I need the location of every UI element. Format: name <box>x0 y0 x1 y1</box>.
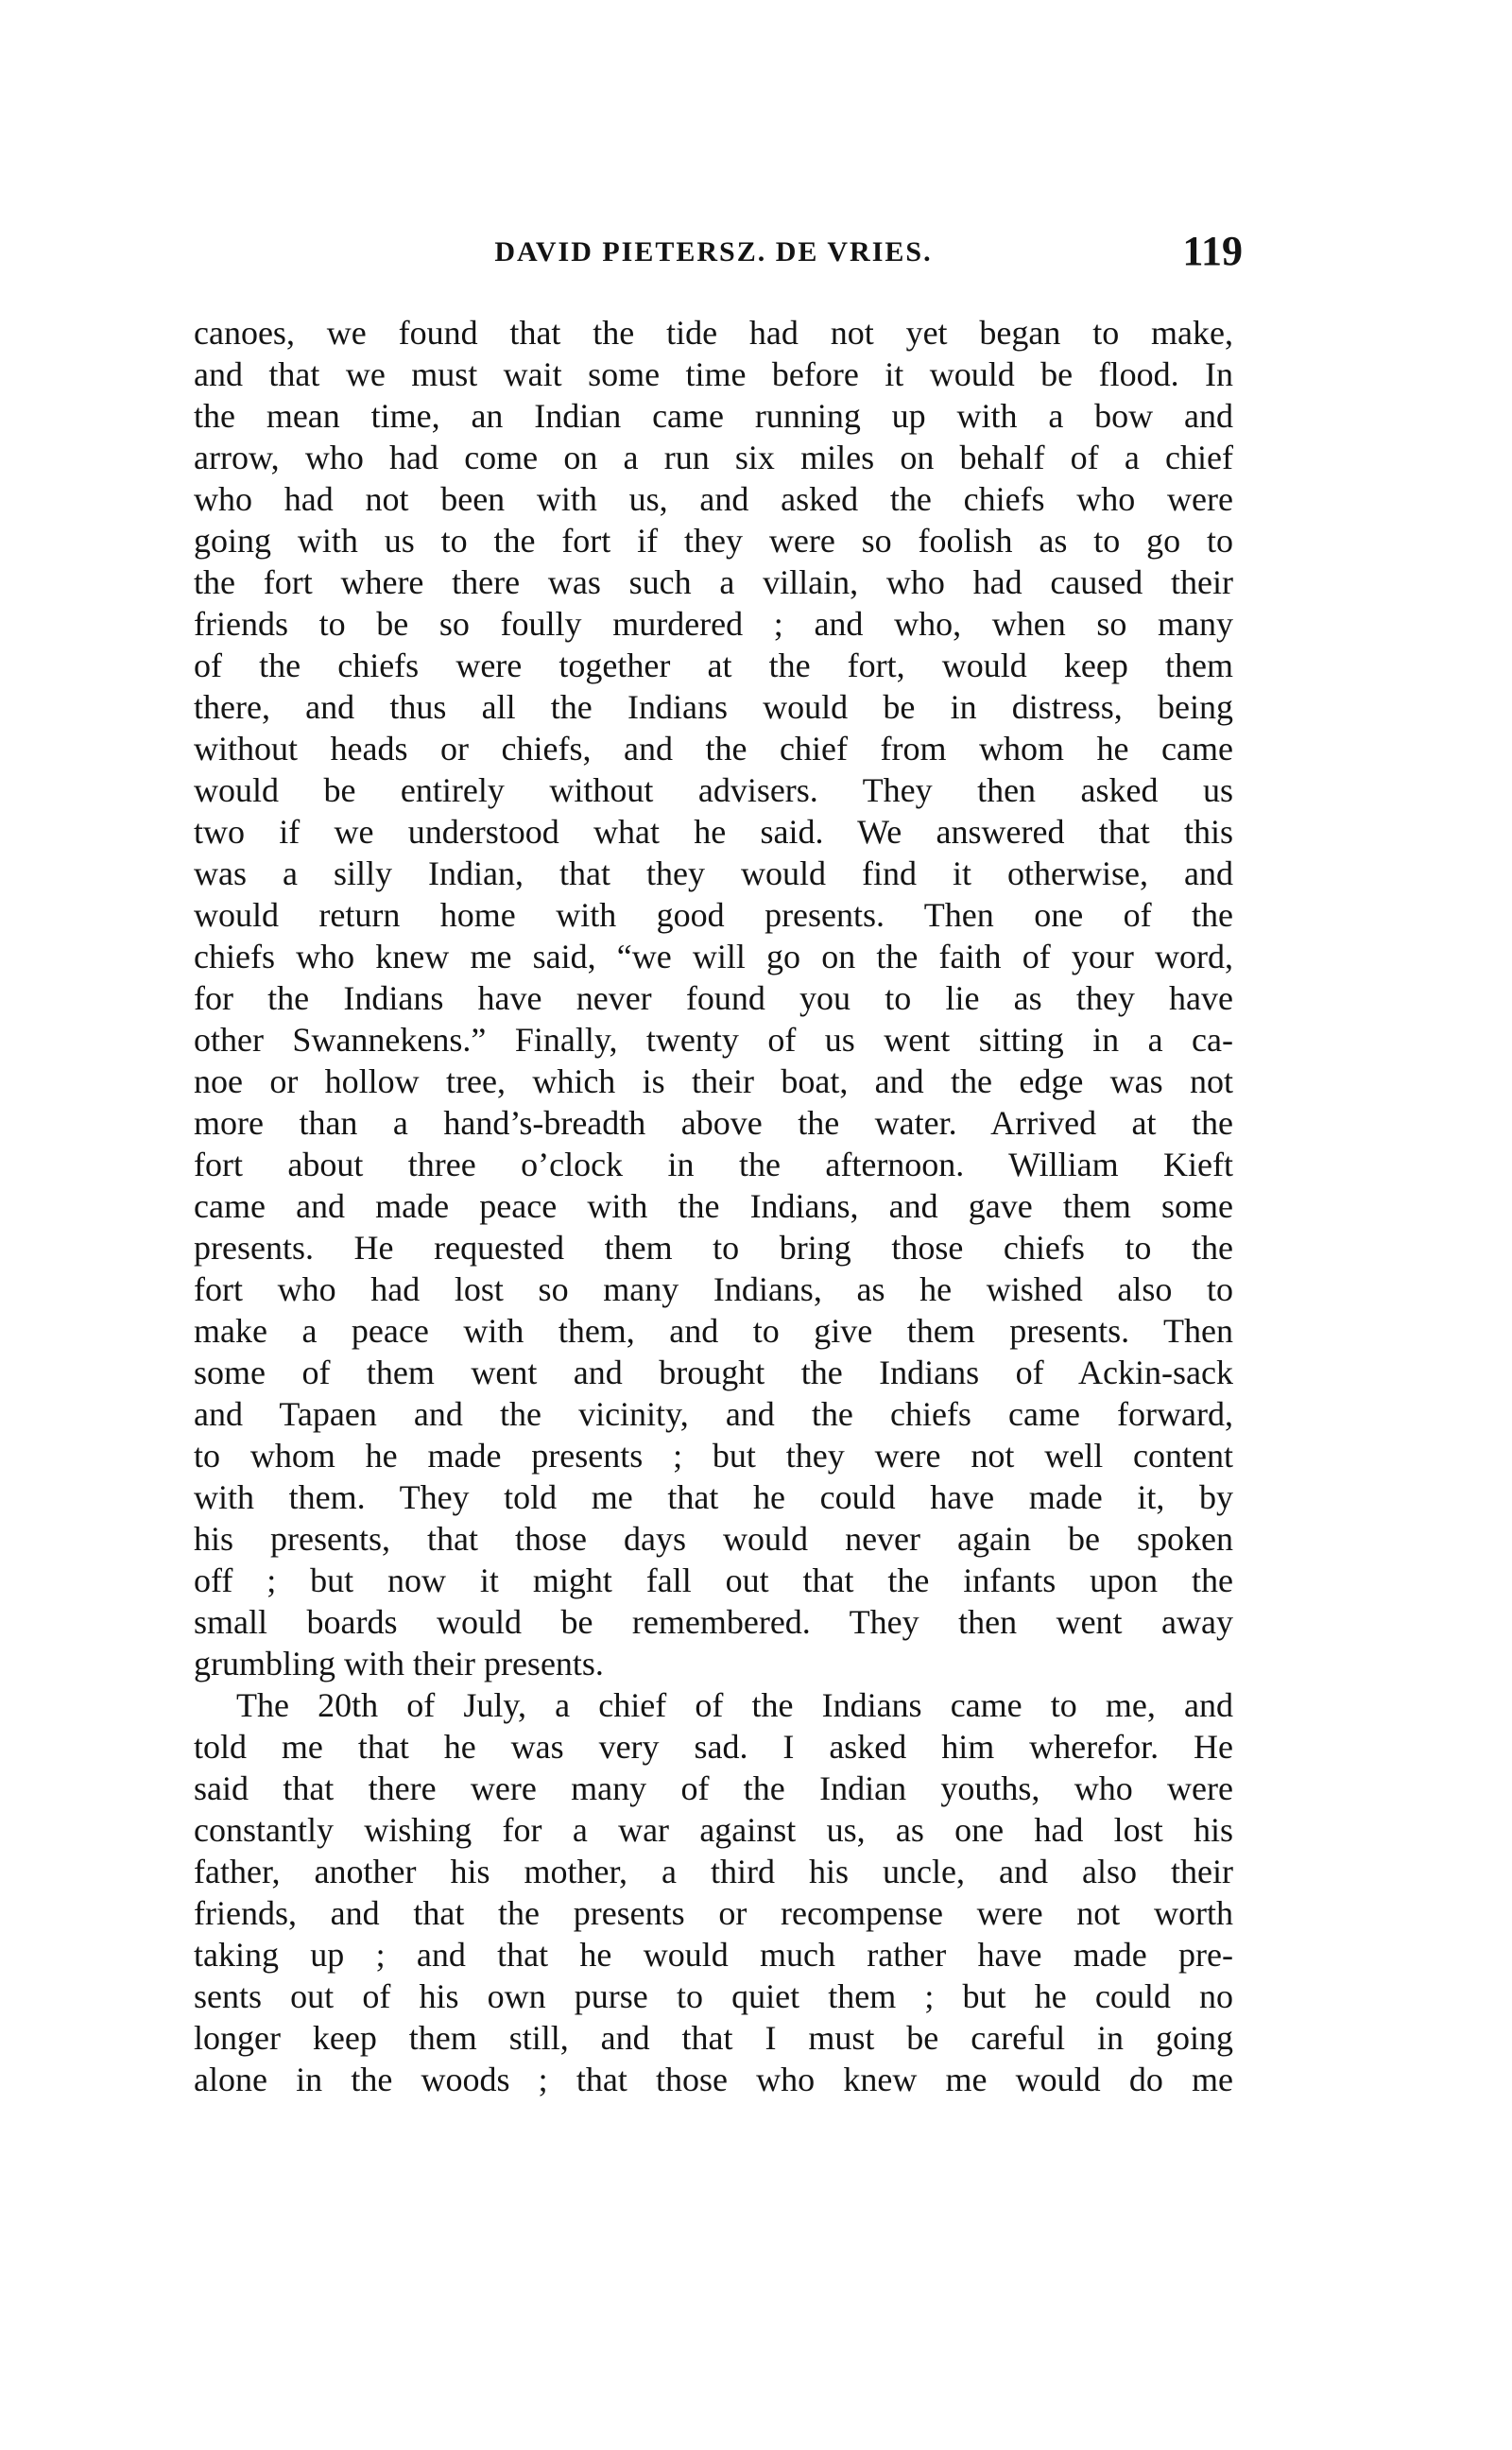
text-line: would return home with good presents. Then one of the <box>194 896 1233 934</box>
text-line: to whom he made presents ; but they were not well content <box>194 1437 1233 1475</box>
page-number: 119 <box>1182 228 1243 274</box>
text-line: his presents, that those days would never again be spoken <box>194 1520 1233 1558</box>
text-line: friends to be so foully murdered ; and who, when so many <box>194 605 1233 643</box>
running-title: DAVID PIETERSZ. DE VRIES. <box>494 236 933 267</box>
text-line: with them. They told me that he could have made it, by <box>194 1478 1233 1516</box>
text-line: for the Indians have never found you to lie as they have <box>194 979 1233 1017</box>
text-line: taking up ; and that he would much rather have made pre- <box>194 1936 1233 1974</box>
text-line: arrow, who had come on a run six miles on behalf of a chief <box>194 439 1233 476</box>
text-line: and that we must wait some time before it would be flood. In <box>194 355 1233 393</box>
text-line: fort who had lost so many Indians, as he wished also to <box>194 1270 1233 1308</box>
text-line: make a peace with them, and to give them presents. Then <box>194 1312 1233 1350</box>
text-line: father, another his mother, a third his uncle, and also their <box>194 1853 1233 1890</box>
text-line: of the chiefs were together at the fort, would keep them <box>194 647 1233 684</box>
text-line-paragraph-start: The 20th of July, a chief of the Indians came to me, and <box>236 1686 1233 1724</box>
text-line: more than a hand’s-breadth above the water. Arrived at the <box>194 1104 1233 1142</box>
text-line: constantly wishing for a war against us, as one had lost his <box>194 1811 1233 1849</box>
text-line: small boards would be remembered. They then went away <box>194 1603 1233 1641</box>
text-line: told me that he was very sad. I asked him wherefor. He <box>194 1728 1233 1766</box>
text-line: other Swannekens.” Finally, twenty of us went sitting in a ca- <box>194 1021 1233 1059</box>
body-text <box>194 312 1233 2100</box>
text-line: without heads or chiefs, and the chief from whom he came <box>194 730 1233 768</box>
text-line-paragraph-end: grumbling with their presents. <box>194 1645 604 1682</box>
text-line: the mean time, an Indian came running up with a bow and <box>194 397 1233 435</box>
text-line: some of them went and brought the Indians of Ackin-sack <box>194 1354 1233 1391</box>
text-line: chiefs who knew me said, “we will go on the faith of your word, <box>194 938 1233 975</box>
text-line: and Tapaen and the vicinity, and the chiefs came forward, <box>194 1395 1233 1433</box>
running-head <box>194 227 1243 284</box>
text-line: off ; but now it might fall out that the infants upon the <box>194 1561 1233 1599</box>
text-line: two if we understood what he said. We answered that this <box>194 813 1233 851</box>
text-line: fort about three o’clock in the afternoon. William Kieft <box>194 1146 1233 1183</box>
text-line: going with us to the fort if they were so foolish as to go to <box>194 522 1233 560</box>
text-line: came and made peace with the Indians, and gave them some <box>194 1187 1233 1225</box>
text-line: canoes, we found that the tide had not yet began to make, <box>194 314 1233 352</box>
text-line: friends, and that the presents or recompense were not worth <box>194 1894 1233 1932</box>
text-line: who had not been with us, and asked the chiefs who were <box>194 480 1233 518</box>
text-line: longer keep them still, and that I must be careful in going <box>194 2019 1233 2057</box>
text-line: there, and thus all the Indians would be in distress, being <box>194 688 1233 726</box>
text-line: alone in the woods ; that those who knew me would do me <box>194 2061 1233 2098</box>
text-line: sents out of his own purse to quiet them ; but he could no <box>194 1977 1233 2015</box>
text-line: was a silly Indian, that they would find it otherwise, and <box>194 854 1233 892</box>
text-line: presents. He requested them to bring those chiefs to the <box>194 1229 1233 1267</box>
text-line: would be entirely without advisers. They then asked us <box>194 771 1233 809</box>
text-line: the fort where there was such a villain, who had caused their <box>194 563 1233 601</box>
text-line: noe or hollow tree, which is their boat, and the edge was not <box>194 1062 1233 1100</box>
text-line: said that there were many of the Indian youths, who were <box>194 1769 1233 1807</box>
